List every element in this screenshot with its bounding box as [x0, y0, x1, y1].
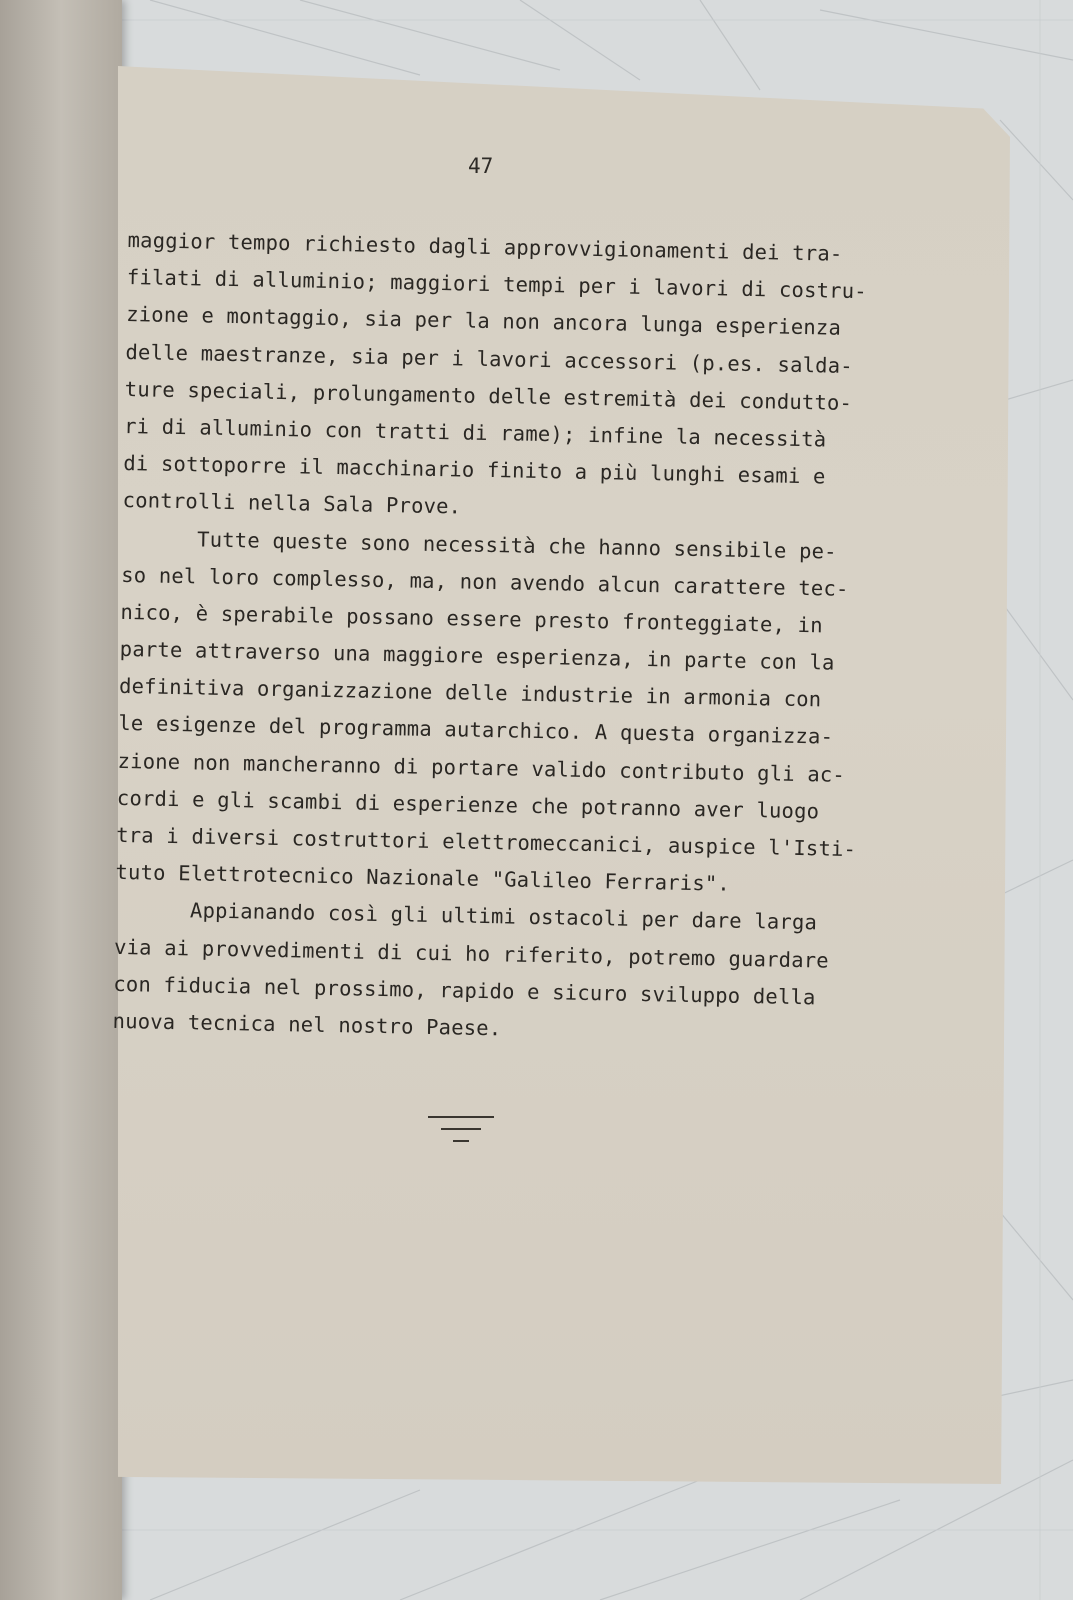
text-line: delle maestranze, sia per i lavori accessori (p.es. salda-: [125, 339, 854, 378]
left-page-edge: [0, 0, 122, 1600]
text-line: maggior tempo richiesto dagli approvvigionamenti dei tra-: [127, 227, 843, 266]
text-line: so nel loro complesso, ma, non avendo alcun carattere tec-: [120, 562, 849, 601]
text-line: tra i diversi costruttori elettromeccanici, auspice l'Isti-: [116, 822, 857, 862]
end-divider: [428, 1112, 498, 1152]
text-line: Appianando così gli ultimi ostacoli per dare larga: [114, 897, 818, 935]
text-line: zione non mancheranno di portare valido contributo gli ac-: [117, 748, 846, 787]
text-line: filati di alluminio; maggiori tempi per i lavori di costru-: [126, 265, 868, 304]
text-line: ri di alluminio con tratti di rame); infine la necessità: [123, 413, 827, 452]
text-line: nico, è sperabile possano essere presto fronteggiate, in: [120, 599, 823, 638]
body-text: [112, 222, 898, 1055]
text-line: cordi e gli scambi di esperienze che potranno aver luogo: [116, 785, 820, 824]
text-line: di sottoporre il macchinario finito a più lunghi esami e: [123, 451, 826, 489]
text-line: parte attraverso una maggiore esperienza, in parte con la: [119, 636, 835, 675]
text-line: con fiducia nel prossimo, rapido e sicuro sviluppo della: [113, 971, 816, 1010]
text-line: le esigenze del programma autarchico. A questa organizza-: [118, 711, 834, 750]
text-line: ture speciali, prolungamento delle estremità dei condutto-: [124, 376, 853, 415]
text-line: nuova tecnica nel nostro Paese.: [112, 1008, 502, 1041]
text-line: Tutte queste sono necessità che hanno sensibile pe-: [121, 525, 837, 564]
page-number: 47: [468, 154, 494, 178]
text-line: zione e montaggio, sia per la non ancora lunga esperienza: [125, 302, 842, 341]
text-line: definitiva organizzazione delle industrie in armonia con: [118, 674, 822, 712]
text-line: tuto Elettrotecnico Nazionale "Galileo Ferraris".: [115, 860, 731, 896]
text-line: via ai provvedimenti di cui ho riferito, potremo guardare: [113, 934, 830, 973]
text-line: controlli nella Sala Prove.: [122, 488, 462, 519]
